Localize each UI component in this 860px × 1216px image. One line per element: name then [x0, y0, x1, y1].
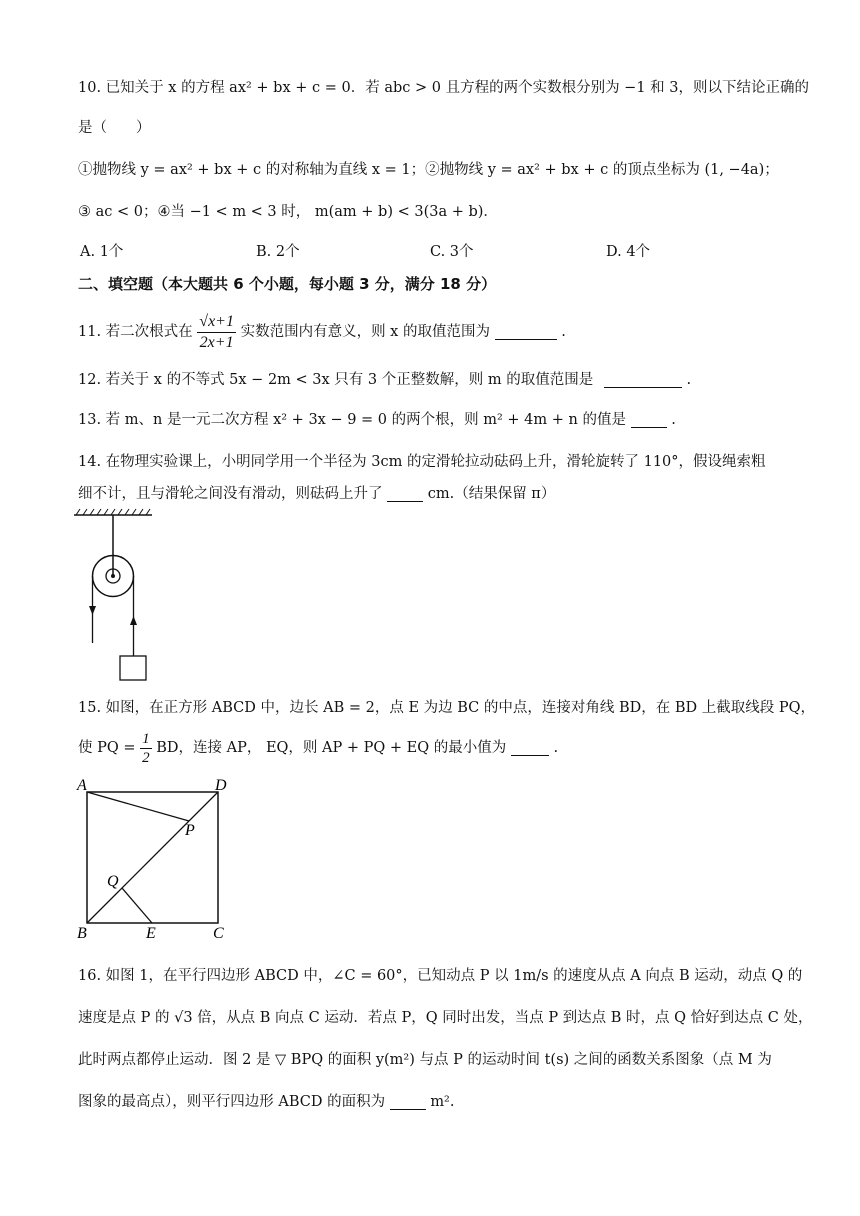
- q13-line: [78, 410, 790, 430]
- down-arrow-icon: [89, 606, 96, 615]
- q11-frac-num: √x+1: [197, 312, 236, 333]
- q15-frac-num: 1: [142, 730, 150, 747]
- q16-line4: [78, 1092, 790, 1112]
- q15-line1: 15. 如图，在正方形 ABCD 中，边长 AB = 2，点 E 为边 BC 的中点，连接对角线 BD，在 BD 上截取线段 PQ，: [78, 700, 816, 716]
- pulley-axle: [111, 574, 115, 578]
- q15-line2-post: BD，连接 AP， EQ，则 AP + PQ + EQ 的最小值为: [156, 740, 507, 756]
- q13-answer-blank[interactable]: [631, 411, 667, 428]
- label-b: B: [77, 925, 87, 942]
- section-heading: 二、填空题（本大题共 6 个小题，每小题 3 分，满分 18 分）: [78, 275, 497, 293]
- q16-line1: 16. 如图 1，在平行四边形 ABCD 中，∠C = 60°，已知动点 P 以 1m/s 的速度从点 A 向点 B 运动，动点 Q 的: [78, 968, 803, 984]
- q10-option-b: B. 2个: [256, 244, 300, 260]
- q10-option-d: D. 4个: [606, 244, 651, 260]
- q11-frac-den: 2x+1: [199, 333, 234, 351]
- q14-line2: [78, 484, 790, 504]
- q16-line2: 速度是点 P 的 √3 倍，从点 B 向点 C 运动．若点 P，Q 同时出发，当点 P 到达点 B 时，点 Q 恰好到达点 C 处，: [78, 1010, 813, 1026]
- q12-line: [78, 370, 790, 390]
- label-c: C: [213, 925, 224, 942]
- weight-block: [120, 656, 146, 680]
- segment-eq: [122, 888, 152, 923]
- q14-line2-post: cm.（结果保留 π）: [427, 486, 556, 502]
- q15-line2-pre: 使 PQ =: [78, 740, 136, 756]
- q11-answer-blank[interactable]: [495, 323, 557, 340]
- label-p: P: [185, 822, 195, 839]
- q14-line1: 14. 在物理实验课上，小明同学用一个半径为 3cm 的定滑轮拉动砝码上升，滑轮旋转了 110°，假设绳索粗: [78, 454, 766, 470]
- q14-answer-blank[interactable]: [387, 485, 423, 502]
- q12-text: 12. 若关于 x 的不等式 5x − 2m < 3x 只有 3 个正整数解，则 m 的取值范围是: [78, 372, 594, 388]
- label-d: D: [215, 777, 227, 794]
- q16-answer-blank[interactable]: [390, 1093, 426, 1110]
- q10-line3: ①抛物线 y = ax² + bx + c 的对称轴为直线 x = 1；②抛物线 y = ax² + bx + c 的顶点坐标为 (1, −4a)；: [78, 162, 779, 178]
- q11-line: [78, 308, 790, 356]
- q15-answer-blank[interactable]: [511, 739, 549, 756]
- q11-post: 实数范围内有意义，则 x 的取值范围为: [240, 324, 490, 340]
- q10-line2: 是（ ）: [78, 120, 151, 136]
- ceiling-hatching: [76, 509, 150, 515]
- q16-line4-post: m².: [430, 1094, 455, 1110]
- q11-fraction: [197, 312, 236, 353]
- q16-line4-pre: 图象的最高点），则平行四边形 ABCD 的面积为: [78, 1094, 386, 1110]
- q15-fraction: [140, 730, 152, 767]
- q12-answer-blank[interactable]: [604, 371, 682, 388]
- q10-option-a: A. 1个: [80, 244, 124, 260]
- q11-pre: 11. 若二次根式在: [78, 324, 193, 340]
- square-figure: [72, 774, 237, 944]
- q12-end: .: [686, 372, 692, 388]
- diagonal-bd: [87, 792, 218, 923]
- q13-end: .: [671, 412, 676, 428]
- up-arrow-icon: [130, 616, 137, 625]
- q15-end: .: [553, 740, 559, 756]
- q10-options: [78, 242, 790, 262]
- q10-line4: ③ ac < 0；④当 −1 < m < 3 时， m(am + b) < 3(3a + b)．: [78, 204, 498, 220]
- q13-text: 13. 若 m、n 是一元二次方程 x² + 3x − 9 = 0 的两个根，则 m² + 4m + n 的值是: [78, 412, 626, 428]
- q15-line2: [78, 728, 790, 768]
- q16-line3: 此时两点都停止运动．图 2 是 ▽ BPQ 的面积 y(m²) 与点 P 的运动时间 t(s) 之间的函数关系图象（点 M 为: [78, 1052, 772, 1068]
- q14-line2-pre: 细不计，且与滑轮之间没有滑动，则砝码上升了: [78, 486, 383, 502]
- q11-end: .: [561, 324, 566, 340]
- segment-ap: [87, 792, 189, 821]
- label-e: E: [146, 925, 156, 942]
- label-a: A: [77, 777, 87, 794]
- q10-option-c: C. 3个: [430, 244, 474, 260]
- label-q: Q: [107, 873, 119, 890]
- pulley-figure: [70, 508, 160, 683]
- q15-frac-den: 2: [142, 749, 150, 766]
- q10-line1: 10. 已知关于 x 的方程 ax² + bx + c = 0．若 abc > 0 且方程的两个实数根分别为 −1 和 3，则以下结论正确的: [78, 80, 810, 96]
